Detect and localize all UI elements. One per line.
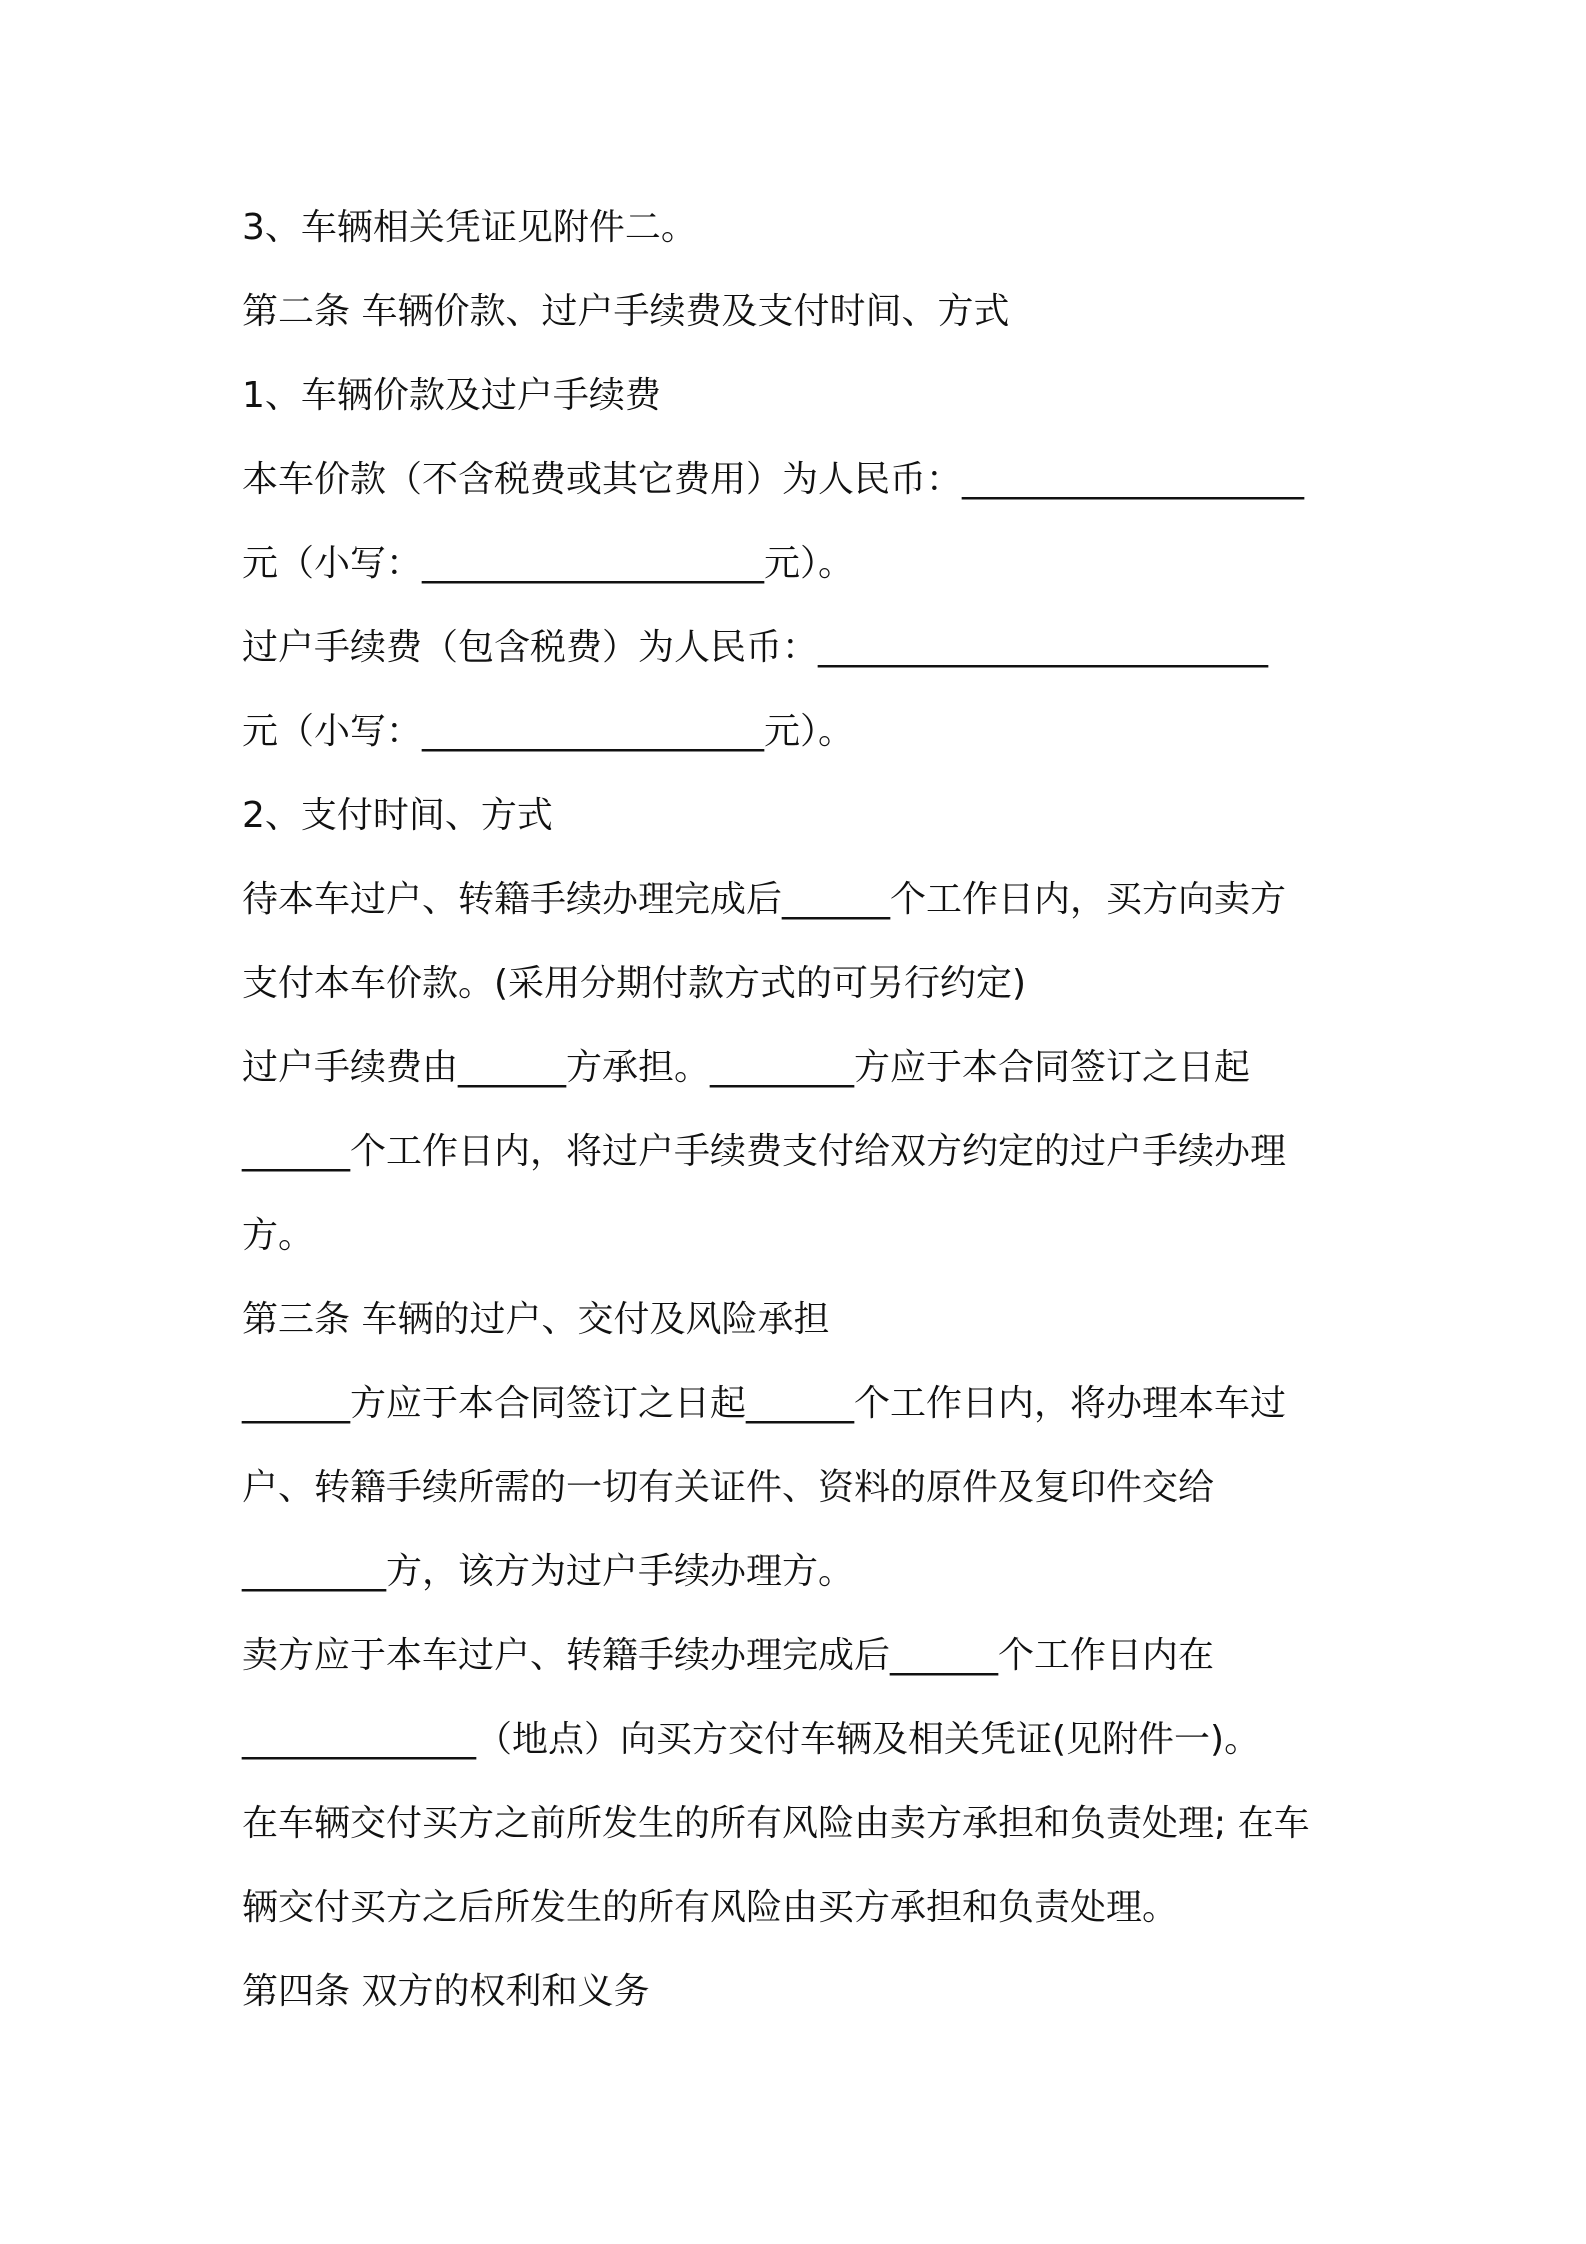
paragraph-line: 本车价款（不含税费或其它费用）为人民币：___________________ <box>242 459 1305 500</box>
paragraph-line: 在车辆交付买方之前所发生的所有风险由卖方承担和负责处理; 在车 <box>242 1803 1310 1844</box>
paragraph-line: 待本车过户、转籍手续办理完成后______个工作日内，买方向卖方 <box>242 879 1287 920</box>
paragraph-line: 元（小写：___________________元）。 <box>242 543 855 584</box>
paragraph-line: _____________（地点）向买方交付车辆及相关凭证(见附件一)。 <box>242 1719 1261 1760</box>
attachment-note: 3、车辆相关凭证见附件二。 <box>242 207 697 248</box>
paragraph-line: 户、转籍手续所需的一切有关证件、资料的原件及复印件交给 <box>242 1467 1215 1508</box>
paragraph-line: 卖方应于本车过户、转籍手续办理完成后______个工作日内在 <box>242 1635 1215 1676</box>
paragraph-line: 元（小写：___________________元）。 <box>242 711 855 752</box>
paragraph-line: ______个工作日内，将过户手续费支付给双方约定的过户手续办理 <box>242 1131 1287 1172</box>
paragraph-line: 方。 <box>242 1215 315 1256</box>
article-4-heading: 第四条 双方的权利和义务 <box>242 1971 650 2012</box>
section-heading: 2、支付时间、方式 <box>242 795 553 836</box>
article-3-heading: 第三条 车辆的过户、交付及风险承担 <box>242 1299 830 1340</box>
paragraph-line: 支付本车价款。(采用分期付款方式的可另行约定) <box>242 963 1027 1004</box>
paragraph-line: ________方，该方为过户手续办理方。 <box>242 1551 855 1592</box>
document-body <box>242 196 1362 2044</box>
section-heading: 1、车辆价款及过户手续费 <box>242 375 661 416</box>
paragraph-line: 过户手续费（包含税费）为人民币：_________________________ <box>242 627 1269 668</box>
paragraph-line: 过户手续费由______方承担。________方应于本合同签订之日起 <box>242 1047 1251 1088</box>
paragraph-line: 辆交付买方之后所发生的所有风险由买方承担和负责处理。 <box>242 1887 1179 1928</box>
article-2-heading: 第二条 车辆价款、过户手续费及支付时间、方式 <box>242 291 1010 332</box>
paragraph-line: ______方应于本合同签订之日起______个工作日内，将办理本车过 <box>242 1383 1287 1424</box>
